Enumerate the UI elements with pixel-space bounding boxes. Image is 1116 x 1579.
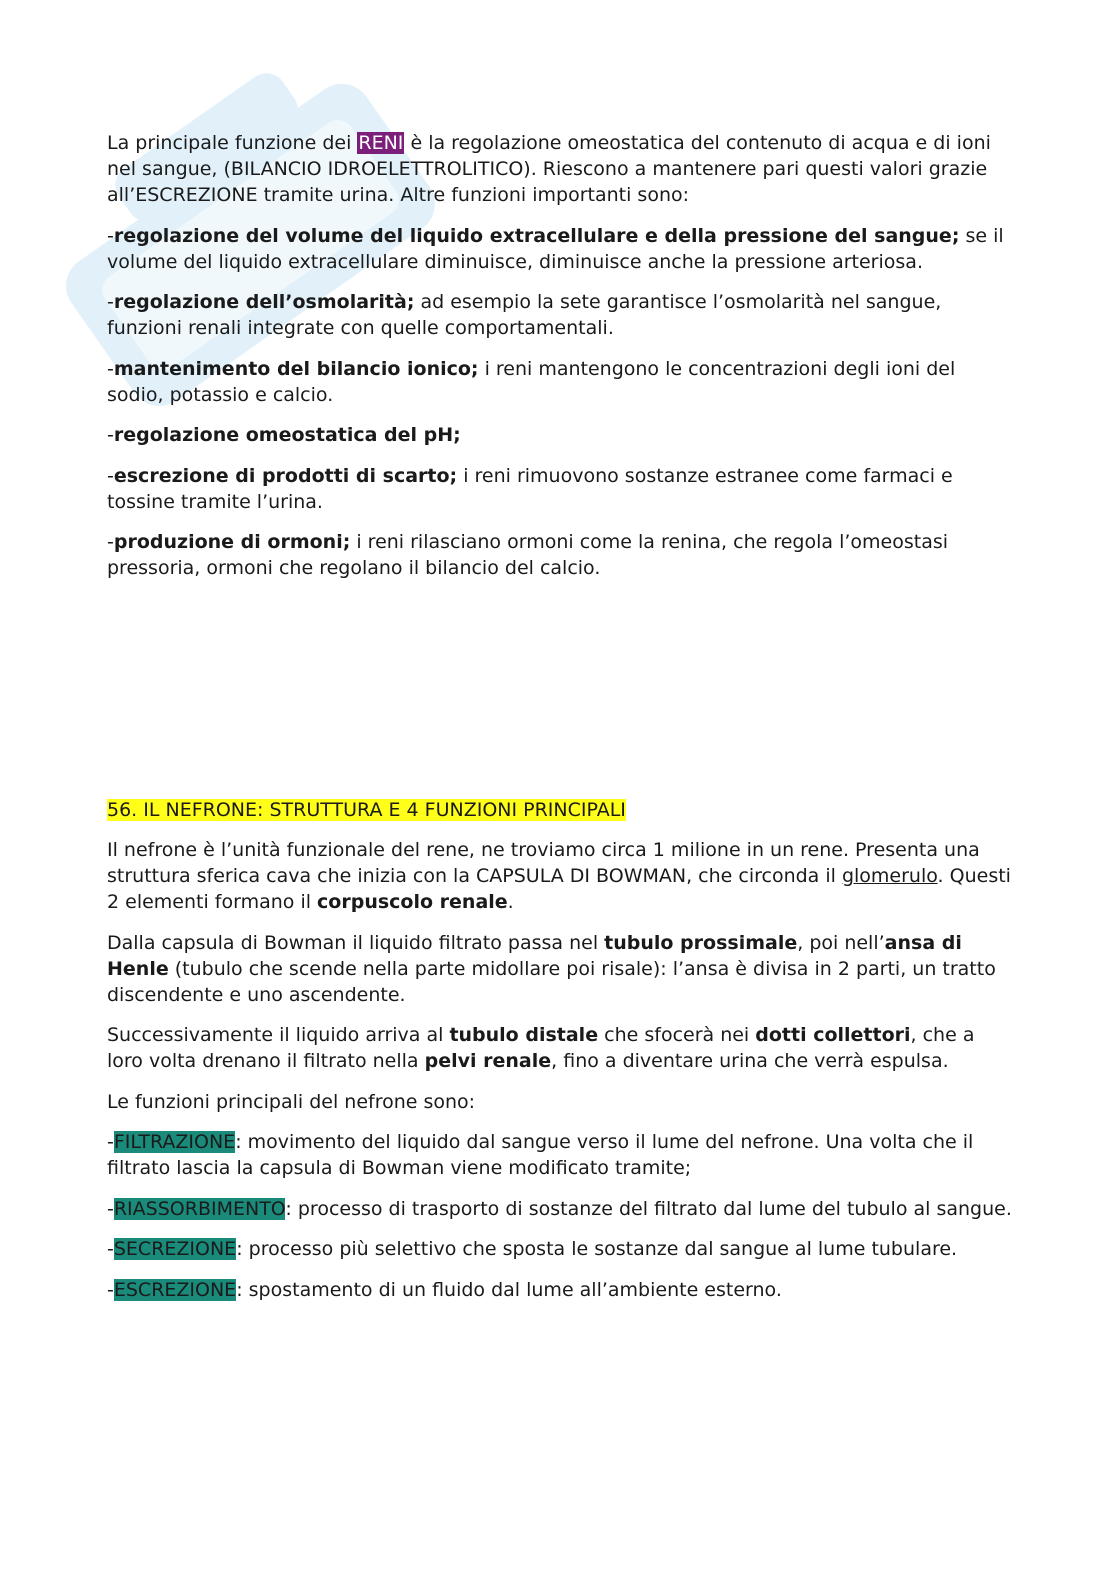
function-item: -regolazione del volume del liquido extracellulare e della pressione del sangue; se il volume del liquido extracellulare diminuisce, diminuisce anche la pressione arteriosa.: [107, 224, 1004, 273]
nefrone-functions-intro: Le funzioni principali del nefrone sono:: [107, 1090, 476, 1113]
section-title: 56. IL NEFRONE: STRUTTURA E 4 FUNZIONI PRINCIPALI: [107, 798, 626, 821]
nefrone-function-item: -ESCREZIONE: spostamento di un fluido dal lume all’ambiente esterno.: [107, 1278, 782, 1301]
intro-paragraph: La principale funzione dei RENI è la regolazione omeostatica del contenuto di acqua e di ioni nel sangue, (BILANCIO IDROELETTROLITICO). Riescono a mantenere pari questi valori grazie all’ESCREZIONE tramite urina. Altre funzioni importanti sono:: [107, 132, 991, 206]
nefrone-function-item: -RIASSORBIMENTO: processo di trasporto di sostanze del filtrato dal lume del tubulo al sangue.: [107, 1197, 1012, 1220]
function-item: -mantenimento del bilancio ionico; i reni mantengono le concentrazioni degli ioni del sodio, potassio e calcio.: [107, 357, 956, 406]
function-item: -regolazione dell’osmolarità; ad esempio la sete garantisce l’osmolarità nel sangue, funzioni renali integrate con quelle comportamentali.: [107, 291, 942, 339]
nefrone-paragraph-3: Successivamente il liquido arriva al tubulo distale che sfocerà nei dotti collettori, che a loro volta drenano il filtrato nella pelvi renale, fino a diventare urina che verrà espulsa.: [107, 1024, 975, 1072]
nefrone-paragraph-2: Dalla capsula di Bowman il liquido filtrato passa nel tubulo prossimale, poi nell’ansa di Henle (tubulo che scende nella parte midollare poi risale): l’ansa è divisa in 2 parti, un tratto discendente e uno ascendente.: [107, 931, 996, 1006]
nefrone-paragraph-1: Il nefrone è l’unità funzionale del rene, ne troviamo circa 1 milione in un rene. Presenta una struttura sferica cava che inizia con la CAPSULA DI BOWMAN, che circonda il glomerulo. Questi 2 elementi formano il corpuscolo renale.: [107, 839, 1011, 913]
reni-highlight: RENI: [358, 132, 404, 154]
function-item: -regolazione omeostatica del pH;: [107, 424, 461, 446]
nefrone-function-item: -SECREZIONE: processo più selettivo che sposta le sostanze dal sangue al lume tubulare.: [107, 1238, 958, 1260]
function-item: -escrezione di prodotti di scarto; i reni rimuovono sostanze estranee come farmaci e tossine tramite l’urina.: [107, 464, 953, 513]
glomerulo-underlined: glomerulo: [841, 865, 938, 887]
document-page: [107, 130, 1012, 1317]
nefrone-function-item: -FILTRAZIONE: movimento del liquido dal sangue verso il lume del nefrone. Una volta che il filtrato lascia la capsula di Bowman viene modificato tramite;: [107, 1131, 974, 1179]
function-item: -produzione di ormoni; i reni rilasciano ormoni come la renina, che regola l’omeostasi pressoria, ormoni che regolano il bilancio del calcio.: [107, 531, 949, 579]
